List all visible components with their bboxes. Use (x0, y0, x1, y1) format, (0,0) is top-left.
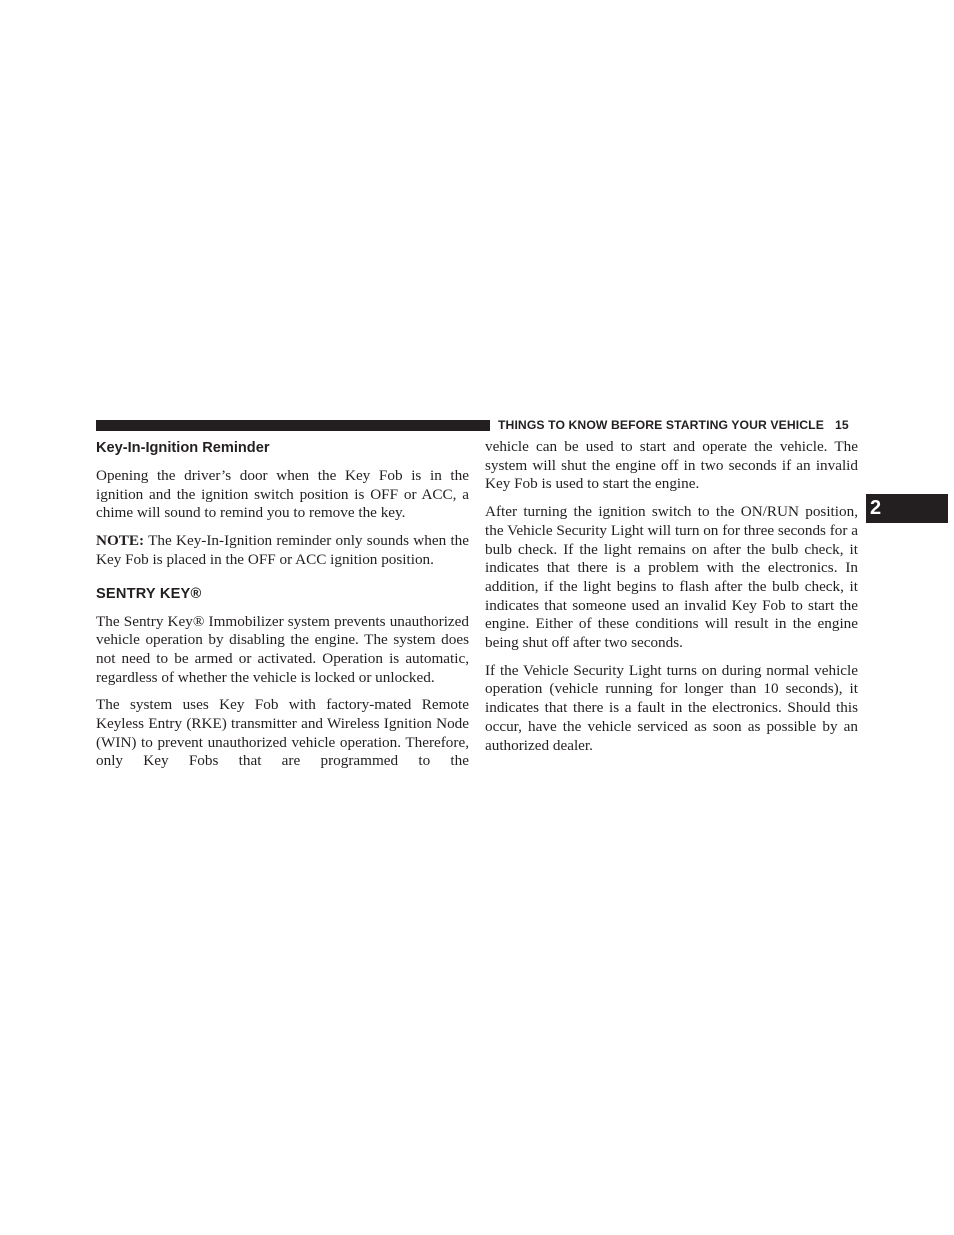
key-in-ignition-paragraph: Opening the driver’s door when the Key Fob is in the ignition and the ignition switch position is OFF or ACC, a chime will sound to remind you to remove the key. (96, 467, 469, 522)
running-header-title: THINGS TO KNOW BEFORE STARTING YOUR VEHICLE (498, 418, 824, 432)
chapter-tab-number: 2 (870, 497, 882, 519)
left-column (96, 438, 469, 780)
after-turning-paragraph: After turning the ignition switch to the ON/RUN position, the Vehicle Security Light will turn on for three seconds for a bulb check. If the light remains on after the bulb check, it indicates that there is a problem with the electronics. In addition, if the light begins to flash after the bulb check, it indicates that someone used an invalid Key Fob to start the engine. Either of these conditions will result in the engine being shut off after two seconds. (485, 503, 858, 652)
system-uses-paragraph: The system uses Key Fob with factory-mated Remote Keyless Entry (RKE) transmitter and Wireless Ignition Node (WIN) to prevent unauthorized vehicle operation. Therefore, only Key Fobs that are programmed to the (96, 696, 469, 770)
security-light-paragraph: If the Vehicle Security Light turns on during normal vehicle operation (vehicle running for longer than 10 seconds), it indicates that there is a fault in the electronics. Should this occur, have the vehicle serviced as soon as possible by an authorized dealer. (485, 661, 858, 754)
chapter-tab (866, 494, 948, 523)
right-column (485, 438, 858, 764)
sentry-key-intro-paragraph: The Sentry Key® Immobilizer system prevents unauthorized vehicle operation by disabling the engine. The system does not need to be armed or activated. Operation is automatic, regardless of whether the vehicle is locked or unlocked. (96, 612, 469, 686)
page-number: 15 (834, 418, 849, 432)
key-in-ignition-heading: Key-In-Ignition Reminder (96, 440, 270, 456)
note-text: The Key-In-Ignition reminder only sounds when the Key Fob is placed in the OFF or ACC ignition position. (96, 532, 469, 568)
running-header (498, 417, 860, 433)
sentry-key-heading: SENTRY KEY® (96, 585, 202, 602)
header-rule-bar (96, 420, 490, 431)
note-label: NOTE: (96, 532, 145, 550)
continued-paragraph: vehicle can be used to start and operate the vehicle. The system will shut the engine off in two seconds if an invalid Key Fob is used to start the engine. (485, 438, 858, 493)
note-paragraph (96, 532, 469, 569)
